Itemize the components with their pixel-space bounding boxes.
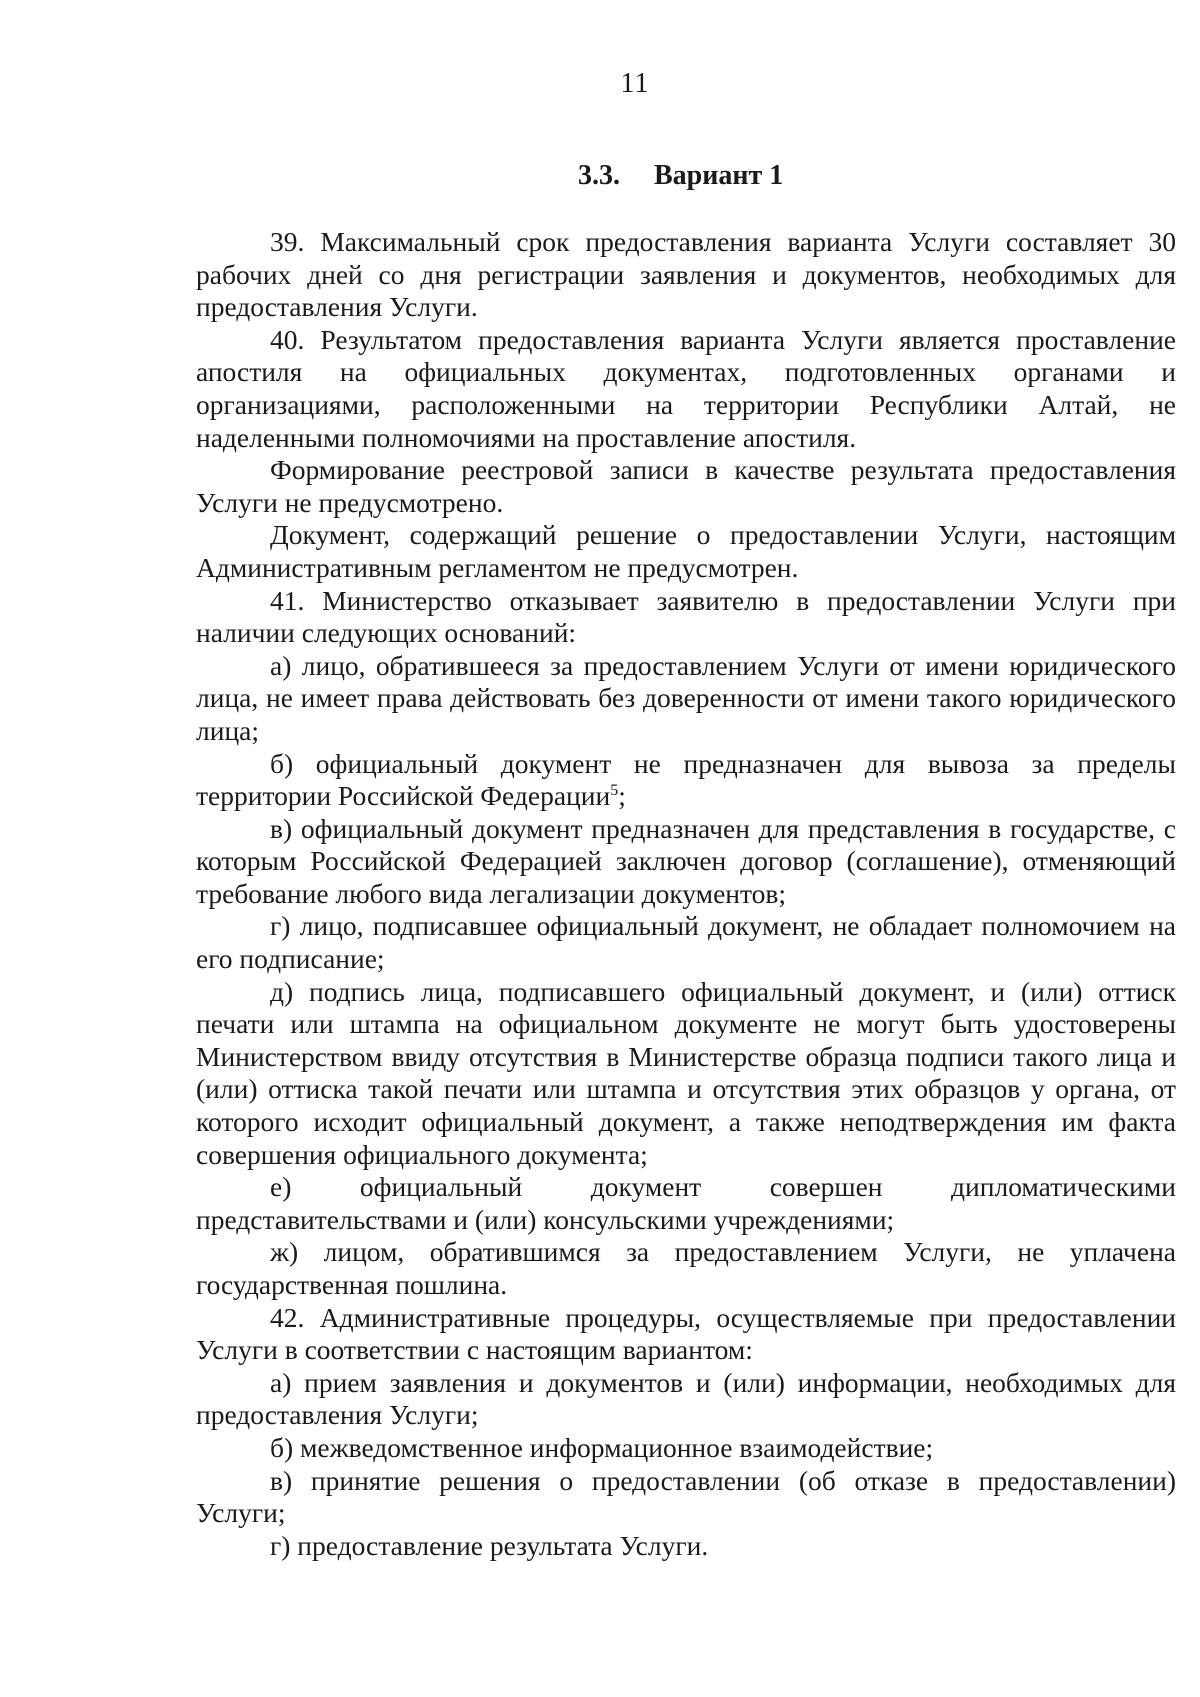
body-text: [196, 226, 1176, 1562]
procedure-item-b: б) межведомственное информационное взаимодействие;: [270, 1431, 934, 1463]
section-number: 3.3.: [578, 160, 620, 191]
list-item-a: а) лицо, обратившееся за предоставлением Услуги от имени юридического лица, не имеет права действовать без доверенности от имени такого юридического лица;: [196, 649, 1176, 746]
list-item-d: д) подпись лица, подписавшего официальный документ, и (или) оттиск печати или штампа на официальном документе не могут быть удостоверены Министерством ввиду отсутствия в Министерстве образца подписи такого лица и (или) оттиска такой печати или штампа и отсутствия этих образцов у органа, от которого исходит официальный документ, а также неподтверждения им факта совершения официального документа;: [196, 975, 1176, 1170]
list-item-b-tail: ;: [618, 780, 626, 812]
page-number: 11: [620, 68, 650, 99]
paragraph-registry-record: Формирование реестровой записи в качестве результата предоставления Услуги не предусмотрено.: [196, 454, 1176, 518]
list-item-b-text: б) официальный документ не предназначен для вывоза за пределы территории Российской Федерации: [196, 747, 1176, 812]
paragraph-39: 39. Максимальный срок предоставления варианта Услуги составляет 30 рабочих дней со дня регистрации заявления и документов, необходимых для предоставления Услуги.: [196, 226, 1176, 323]
section-title: Вариант 1: [654, 160, 784, 191]
paragraph-40: 40. Результатом предоставления варианта Услуги является проставление апостиля на официальных документах, подготовленных органами и организациями, расположенными на территории Республики Алтай, не наделенными полномочиями на проставление апостиля.: [196, 323, 1176, 453]
list-item-b: [196, 748, 1176, 813]
paragraph-decision-document: Документ, содержащий решение о предоставлении Услуги, настоящим Административным регламентом не предусмотрен.: [196, 519, 1176, 583]
procedure-item-a: а) прием заявления и документов и (или) информации, необходимых для предоставления Услуги;: [196, 1366, 1176, 1431]
paragraph-42: 42. Административные процедуры, осуществляемые при предоставлении Услуги в соответствии с настоящим вариантом:: [196, 1301, 1176, 1366]
paragraph-41: 41. Министерство отказывает заявителю в предоставлении Услуги при наличии следующих оснований:: [196, 584, 1176, 649]
footnote-marker: 5: [610, 781, 619, 799]
list-item-v: в) официальный документ предназначен для представления в государстве, с которым Российской Федерацией заключен договор (соглашение), отменяющий требование любого вида легализации документов;: [196, 812, 1176, 909]
procedure-item-g: г) предоставление результата Услуги.: [270, 1529, 709, 1561]
list-item-zh: ж) лицом, обратившимся за предоставлением Услуги, не уплачена государственная пошлина.: [196, 1236, 1176, 1300]
list-item-g: г) лицо, подписавшее официальный документ, не обладает полномочием на его подписание;: [196, 910, 1176, 975]
section-heading: [578, 160, 783, 192]
list-item-e: е) официальный документ совершен дипломатическими представительствами и (или) консульскими учреждениями;: [196, 1171, 1176, 1235]
procedure-item-v: в) принятие решения о предоставлении (об отказе в предоставлении) Услуги;: [196, 1464, 1176, 1529]
